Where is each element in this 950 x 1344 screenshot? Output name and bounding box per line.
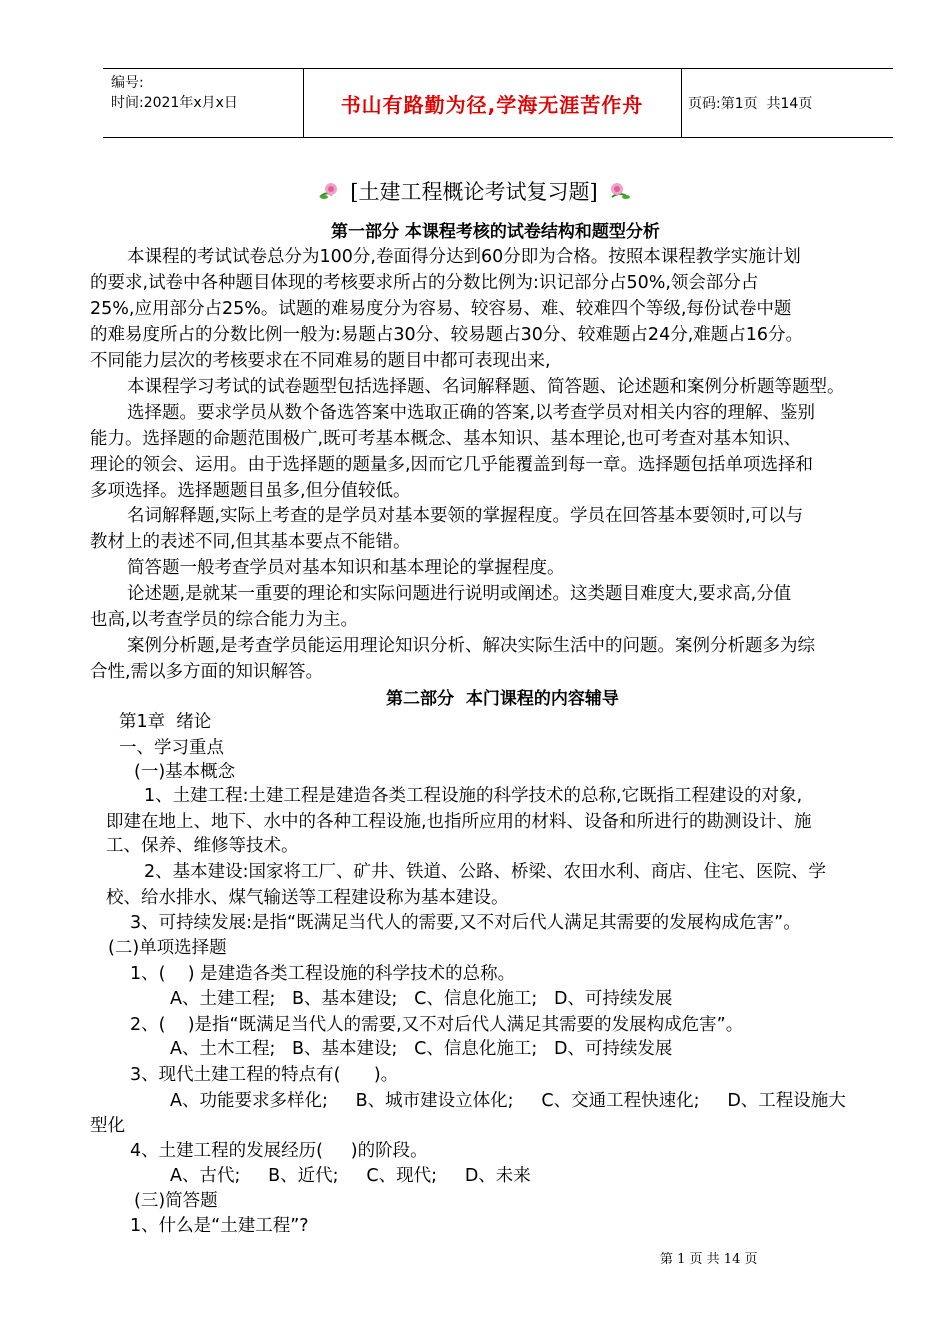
option-line: A、土木工程; B、基本建设; C、信息化施工; D、可持续发展 (170, 1039, 673, 1059)
option-line: A、土建工程; B、基本建设; C、信息化施工; D、可持续发展 (170, 989, 673, 1009)
chapter-heading: 第1章 绪论 (119, 712, 212, 732)
option-line: 型化 (90, 1116, 125, 1136)
question-line: 3、现代土建工程的特点有( )。 (130, 1065, 399, 1085)
option-line: A、功能要求多样化; B、城市建设立体化; C、交通工程快速化; D、工程设施大 (170, 1091, 846, 1111)
paragraph-line: 简答题一般考查学员对基本知识和基本理论的掌握程度。 (127, 558, 565, 578)
flower-icon (318, 181, 340, 206)
number-label: 编号: (111, 75, 144, 91)
question-line: 1、( ) 是建造各类工程设施的科学技术的总称。 (130, 964, 516, 984)
motto: 书山有路勤为径,学海无涯苦作舟 (340, 92, 644, 117)
paragraph-line: 的要求,试卷中各种题目体现的考核要求所占的分数比例为:识记部分占50%,领会部分占 (90, 273, 759, 293)
document-title: [土建工程概论考试复习题] (350, 180, 598, 204)
paragraph-line: 3、可持续发展:是指“既满足当代人的需要,又不对后代人满足其需要的发展构成危害”。 (130, 913, 801, 933)
paragraph-line: 一、学习重点 (119, 738, 224, 758)
paragraph-line: (一)基本概念 (134, 762, 236, 782)
paragraph-line: (二)单项选择题 (108, 938, 227, 958)
paragraph-line: 不同能力层次的考核要求在不同难易的题目中都可表现出来, (90, 351, 551, 371)
paragraph-line: 教材上的表述不同,但其基本要点不能错。 (90, 532, 411, 552)
paragraph-line: 名词解释题,实际上考查的是学员对基本要领的掌握程度。学员在回答基本要领时,可以与 (127, 506, 804, 526)
section-heading: 第一部分 本课程考核的试卷结构和题型分析 (331, 222, 660, 242)
paragraph-line: 工、保养、维修等技术。 (106, 836, 299, 856)
page-footer: 第 1 页 共 14 页 (660, 1252, 758, 1267)
paragraph-line: 本课程的考试试卷总分为100分,卷面得分达到60分即为合格。按照本课程教学实施计划 (127, 247, 801, 267)
paragraph-line: 论述题,是就某一重要的理论和实际问题进行说明或阐述。这类题目难度大,要求高,分值 (127, 584, 792, 604)
document-title-row (0, 176, 950, 206)
time-label: 时间:2021年x月x日 (111, 95, 238, 111)
paragraph-line: 本课程学习考试的试卷题型包括选择题、名词解释题、简答题、论述题和案例分析题等题型。 (127, 377, 845, 397)
option-line: A、古代; B、近代; C、现代; D、未来 (170, 1166, 531, 1186)
page-info: 页码:第1页 共14页 (688, 96, 813, 112)
paragraph-line: (三)简答题 (134, 1191, 218, 1211)
paragraph-line: 的难易度所占的分数比例一般为:易题占30分、较易题占30分、较难题占24分,难题占16分。 (90, 325, 804, 345)
document-header (103, 68, 893, 138)
header-divider (681, 69, 682, 137)
question-line: 4、土建工程的发展经历( )的阶段。 (130, 1141, 428, 1161)
header-meta (111, 73, 238, 113)
paragraph-line: 25%,应用部分占25%。试题的难易度分为容易、较容易、难、较难四个等级,每份试卷中题 (90, 299, 792, 319)
paragraph-line: 理论的领会、运用。由于选择题的题量多,因而它几乎能覆盖到每一章。选择题包括单项选择和 (90, 455, 814, 475)
paragraph-line: 选择题。要求学员从数个备选答案中选取正确的答案,以考查学员对相关内容的理解、鉴别 (127, 403, 816, 423)
paragraph-line: 能力。选择题的命题范围极广,既可考基本概念、基本知识、基本理论,也可考查对基本知识、 (90, 429, 802, 449)
paragraph-line: 2、基本建设:国家将工厂、矿井、铁道、公路、桥梁、农田水利、商店、住宅、医院、学 (144, 862, 827, 882)
paragraph-line: 多项选择。选择题题目虽多,但分值较低。 (90, 481, 411, 501)
paragraph-line: 1、土建工程:土建工程是建造各类工程设施的科学技术的总称,它既指工程建设的对象, (144, 786, 803, 806)
question-line: 1、什么是“土建工程”? (130, 1216, 309, 1236)
paragraph-line: 合性,需以多方面的知识解答。 (90, 662, 324, 682)
paragraph-line: 也高,以考查学员的综合能力为主。 (90, 610, 359, 630)
paragraph-line: 校、给水排水、煤气输送等工程建设称为基本建设。 (106, 888, 509, 908)
paragraph-line: 即建在地上、地下、水中的各种工程设施,也指所应用的材料、设备和所进行的勘测设计、施 (106, 812, 812, 832)
section-heading: 第二部分 本门课程的内容辅导 (386, 689, 619, 709)
paragraph-line: 案例分析题,是考查学员能运用理论知识分析、解决实际生活中的问题。案例分析题多为综 (127, 636, 816, 656)
question-line: 2、( )是指“既满足当代人的需要,又不对后代人满足其需要的发展构成危害”。 (130, 1015, 744, 1035)
flower-icon (608, 181, 632, 206)
